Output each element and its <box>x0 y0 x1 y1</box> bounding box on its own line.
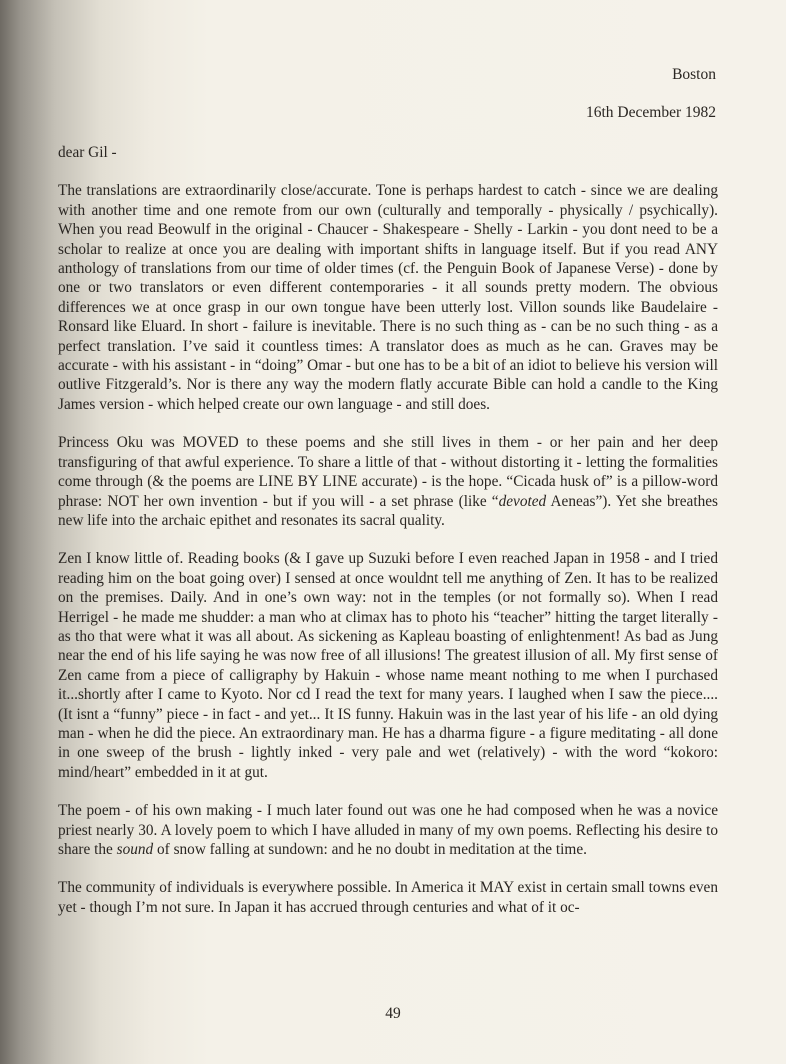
paragraph-zen: Zen I know little of. Reading books (& I gave up Suzuki before I even reached Japan in 1958 - and I tried reading him on the boat going over) I sensed at once wouldnt tell me anything of Zen. It has to be realized on the premises. Daily. And in one’s own way: not in the temples (or not formally so). When I read Herrigel - he made me shudder: a man who at climax has to photo his “teacher” hitting the target literally - as tho that were what it was all about. As sickening as Kapleau boasting of enlightenment! As bad as Jung near the end of his life saying he was now free of all illusions! The greatest illusion of all. My first sense of Zen came from a piece of calligraphy by Hakuin - whose name meant nothing to me when I purchased it...shortly after I came to Kyoto. Nor cd I read the text for many years. I laughed when I saw the piece.... (It isnt a “funny” piece - in fact - and yet... It IS funny. Hakuin was in the last year of his life - an old dying man - when he did the piece. An extraordinary man. He has a dharma figure - a figure meditating - all done in one sweep of the brush - lightly inked - very pale and wet (relatively) - with the word “kokoro: mind/heart” embedded in it at gut. <box>58 550 718 781</box>
paragraph-text: Princess Oku was MOVED to these poems and she still lives in them - or her pain and her deep transfiguring of that awful experience. To share a little of that - without distorting it - letting the formalities come through (& the poems are LINE BY LINE accurate) - is the hope. “Cicada husk of” is a pillow-word phrase: NOT her own invention - but if you will - a set phrase (like “ <box>58 434 718 510</box>
paragraph-community: The community of individuals is everywhere possible. In America it MAY exist in certain small towns even yet - though I’m not sure. In Japan it has accrued through centuries and what of it oc- <box>58 879 718 916</box>
paragraph-poem <box>58 801 718 859</box>
paragraph-text: Aeneas”). Yet she breathes new life into the archaic epithet and resonates its sacral quality. <box>58 492 718 529</box>
page-number: 49 <box>385 1005 401 1022</box>
letter-date: 16th December 1982 <box>586 104 716 121</box>
paragraph-text: of snow falling at sundown: and he no doubt in meditation at the time. <box>153 841 587 858</box>
paragraph-princess-oku <box>58 433 718 530</box>
paragraph-translations: The translations are extraordinarily close/accurate. Tone is perhaps hardest to catch - since we are dealing with another time and one remote from our own (culturally and temporally - physically / psychically). When you read Beowulf in the original - Chaucer - Shakespeare - Shelly - Larkin - you dont need to be a scholar to realize at once you are dealing with important shifts in language itself. But if you read ANY anthology of translations from our time of older times (cf. the Penguin Book of Japanese Verse) - done by one or two translators or even different contemporaries - it all sounds pretty modern. The obvious differences we at once grasp in our own tongue have been utterly lost. Villon sounds like Baudelaire - Ronsard like Eluard. In short - failure is inevitable. There is no such thing as - can be no such thing - as a perfect translation. I’ve said it countless times: A translator does as much as he can. Graves may be accurate - with his assistant - in “doing” Omar - but one has to be a bit of an idiot to believe his version will outlive Fitzgerald’s. Nor is there any way the modern flatly accurate Bible can hold a candle to the King James version - which helped create our own language - and still does. <box>58 182 718 413</box>
salutation: dear Gil - <box>58 144 117 161</box>
letter-place: Boston <box>672 66 716 83</box>
emphasis-text: sound <box>116 841 154 858</box>
letter-body <box>58 143 718 917</box>
paragraph-text: The poem - of his own making - I much later found out was one he had composed when he was a novice priest nearly 30. A lovely poem to which I have alluded in many of my own poems. Reflecting his desire to share the <box>58 802 718 858</box>
emphasis-text: devoted <box>498 492 547 510</box>
